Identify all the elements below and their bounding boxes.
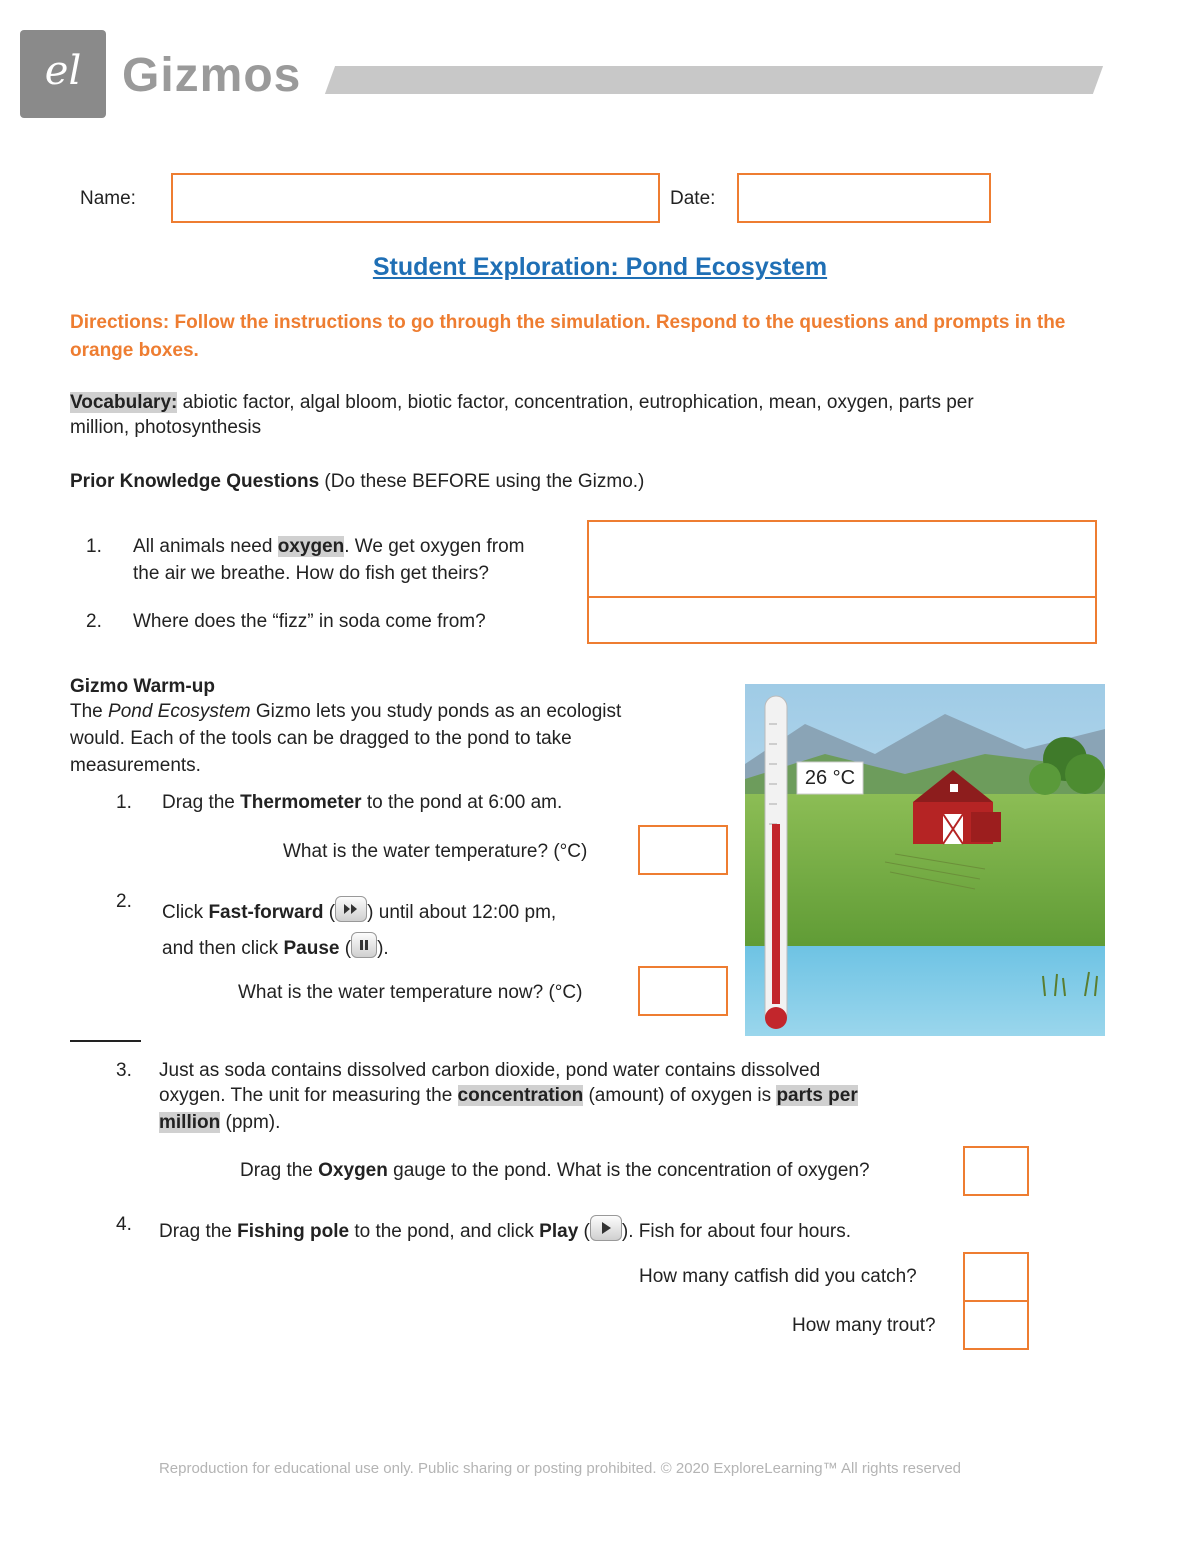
step1-text: Drag the Thermometer to the pond at 6:00 am. <box>162 792 563 813</box>
q2-answer-box[interactable] <box>587 596 1097 644</box>
step4-question-catfish: How many catfish did you catch? <box>639 1266 917 1287</box>
footer-copyright: Reproduction for educational use only. Public sharing or posting prohibited. © 2020 ExploreLearning™ All rights reserved <box>158 1460 962 1477</box>
fast-forward-icon <box>335 896 367 922</box>
step2-question: What is the water temperature now? (°C) <box>238 982 583 1003</box>
step4-text: Drag the Fishing pole to the pond, and click Play ( ). Fish for about four hours. <box>159 1215 851 1245</box>
date-field[interactable] <box>737 173 991 223</box>
warmup-intro-3: measurements. <box>70 755 201 776</box>
q1-number: 1. <box>86 536 102 557</box>
step1-answer-box[interactable] <box>638 825 728 875</box>
step2-text-2: and then click Pause ( ). <box>162 932 389 962</box>
prior-knowledge-heading: Prior Knowledge Questions (Do these BEFORE using the Gizmo.) <box>70 471 645 492</box>
step1-number: 1. <box>116 792 132 813</box>
pause-icon <box>351 932 377 958</box>
header-bar <box>325 66 1103 94</box>
name-field[interactable] <box>171 173 660 223</box>
name-label: Name: <box>80 188 136 209</box>
step2-number: 2. <box>116 891 132 912</box>
trout-answer-box[interactable] <box>963 1300 1029 1350</box>
warmup-heading: Gizmo Warm-up <box>70 676 215 697</box>
q1-answer-box[interactable] <box>587 520 1097 598</box>
vocabulary-line-1: Vocabulary: abiotic factor, algal bloom, biotic factor, concentration, eutrophication, mean, oxygen, parts per <box>70 392 974 413</box>
step1-question: What is the water temperature? (°C) <box>283 841 588 862</box>
date-label: Date: <box>670 188 716 209</box>
step3-number: 3. <box>116 1060 132 1081</box>
q2-number: 2. <box>86 611 102 632</box>
gizmos-logo-badge <box>20 30 106 118</box>
play-icon <box>590 1215 622 1241</box>
step3-question: Drag the Oxygen gauge to the pond. What is the concentration of oxygen? <box>240 1160 870 1181</box>
brand-name: Gizmos <box>122 49 302 102</box>
step3-text-3: million (ppm). <box>159 1112 281 1133</box>
q1-text-line-1: All animals need oxygen. We get oxygen from <box>133 536 525 557</box>
pond-simulation-image <box>745 684 1105 1036</box>
vocabulary-label: Vocabulary: <box>70 392 178 413</box>
step3-text-1: Just as soda contains dissolved carbon dioxide, pond water contains dissolved <box>159 1060 821 1081</box>
step2-answer-box[interactable] <box>638 966 728 1016</box>
q1-text-line-2: the air we breathe. How do fish get theirs? <box>133 563 489 584</box>
vocabulary-line-2: million, photosynthesis <box>70 417 262 438</box>
step3-answer-box[interactable] <box>963 1146 1029 1196</box>
page-title: Student Exploration: Pond Ecosystem <box>372 253 828 281</box>
warmup-intro-1: The Pond Ecosystem Gizmo lets you study ponds as an ecologist <box>70 701 622 722</box>
step3-text-2: oxygen. The unit for measuring the concentration (amount) of oxygen is parts per <box>159 1085 858 1106</box>
step4-question-trout: How many trout? <box>792 1315 936 1336</box>
directions: Directions: Follow the instructions to go through the simulation. Respond to the questions and prompts in the orange boxes. <box>70 312 1066 361</box>
catfish-answer-box[interactable] <box>963 1252 1029 1302</box>
logo-glyph: el <box>44 48 82 94</box>
q2-text: Where does the “fizz” in soda come from? <box>133 611 486 632</box>
step4-number: 4. <box>116 1214 132 1235</box>
thermometer-reading: 26 °C <box>804 767 856 789</box>
step2-text-1: Click Fast-forward ( ) until about 12:00 pm, <box>162 896 556 926</box>
section-divider <box>70 1040 141 1042</box>
warmup-intro-2: would. Each of the tools can be dragged to the pond to take <box>70 728 572 749</box>
